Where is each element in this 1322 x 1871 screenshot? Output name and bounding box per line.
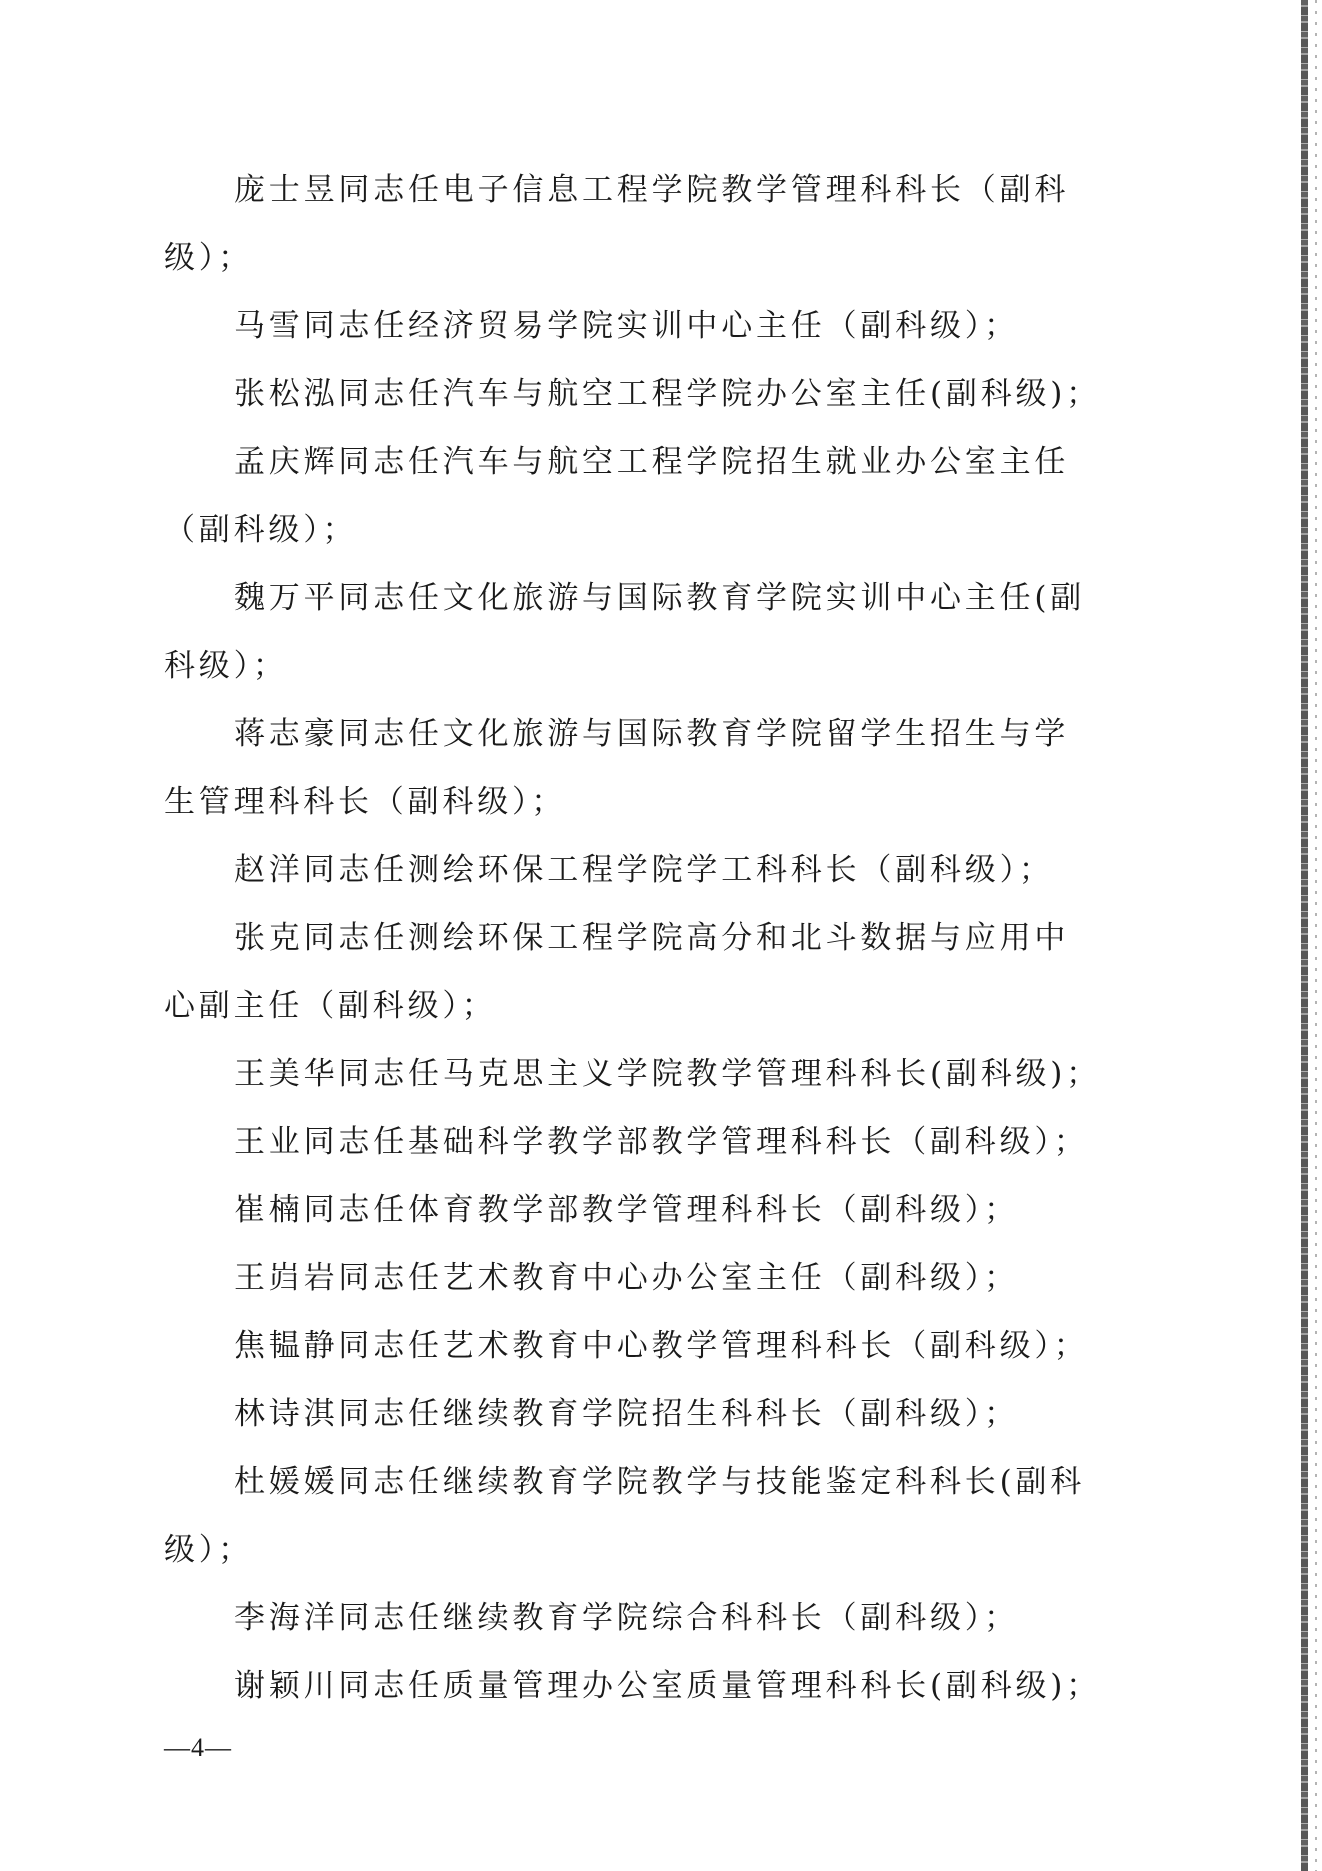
text-line: 张克同志任测绘环保工程学院高分和北斗数据与应用中: [234, 920, 1070, 956]
text-line: 王业同志任基础科学教学部教学管理科科长（副科级）；: [234, 1124, 1089, 1160]
text-line: 王美华同志任马克思主义学院教学管理科科长(副科级)；: [234, 1056, 1101, 1092]
text-line: 杜媛媛同志任继续教育学院教学与技能鉴定科科长(副科: [234, 1464, 1086, 1500]
text-line: 生管理科科长（副科级）；: [164, 784, 567, 820]
text-line: 林诗淇同志任继续教育学院招生科科长（副科级）；: [234, 1396, 1019, 1432]
text-line: 马雪同志任经济贸易学院实训中心主任（副科级）；: [234, 308, 1019, 344]
text-line: 魏万平同志任文化旅游与国际教育学院实训中心主任(副: [234, 580, 1086, 616]
text-line: 李海洋同志任继续教育学院综合科科长（副科级）；: [234, 1600, 1019, 1636]
text-line: 级）；: [164, 240, 253, 276]
text-line: 级）；: [164, 1532, 253, 1568]
scan-border-edge-thin: [1315, 0, 1317, 1871]
appointment-list: [164, 156, 1108, 1720]
text-line: 赵洋同志任测绘环保工程学院学工科科长（副科级）；: [234, 852, 1054, 888]
page-number: —4—: [164, 1733, 232, 1762]
text-line: 谢颖川同志任质量管理办公室质量管理科科长(副科级)；: [234, 1668, 1101, 1704]
text-line: 焦韫静同志任艺术教育中心教学管理科科长（副科级）；: [234, 1328, 1089, 1364]
text-line: 蒋志豪同志任文化旅游与国际教育学院留学生招生与学: [234, 716, 1070, 752]
scan-border-edge: [1301, 0, 1308, 1871]
text-line: 王岿岩同志任艺术教育中心办公室主任（副科级）；: [234, 1260, 1019, 1296]
text-line: 科级）；: [164, 648, 288, 684]
text-line: （副科级）；: [164, 512, 358, 548]
text-line: 崔楠同志任体育教学部教学管理科科长（副科级）；: [234, 1192, 1019, 1228]
text-line: 孟庆辉同志任汽车与航空工程学院招生就业办公室主任: [234, 444, 1070, 480]
text-line: 心副主任（副科级）；: [164, 988, 497, 1024]
text-line: 庞士昱同志任电子信息工程学院教学管理科科长（副科: [234, 172, 1070, 208]
text-line: 张松泓同志任汽车与航空工程学院办公室主任(副科级)；: [234, 376, 1101, 412]
